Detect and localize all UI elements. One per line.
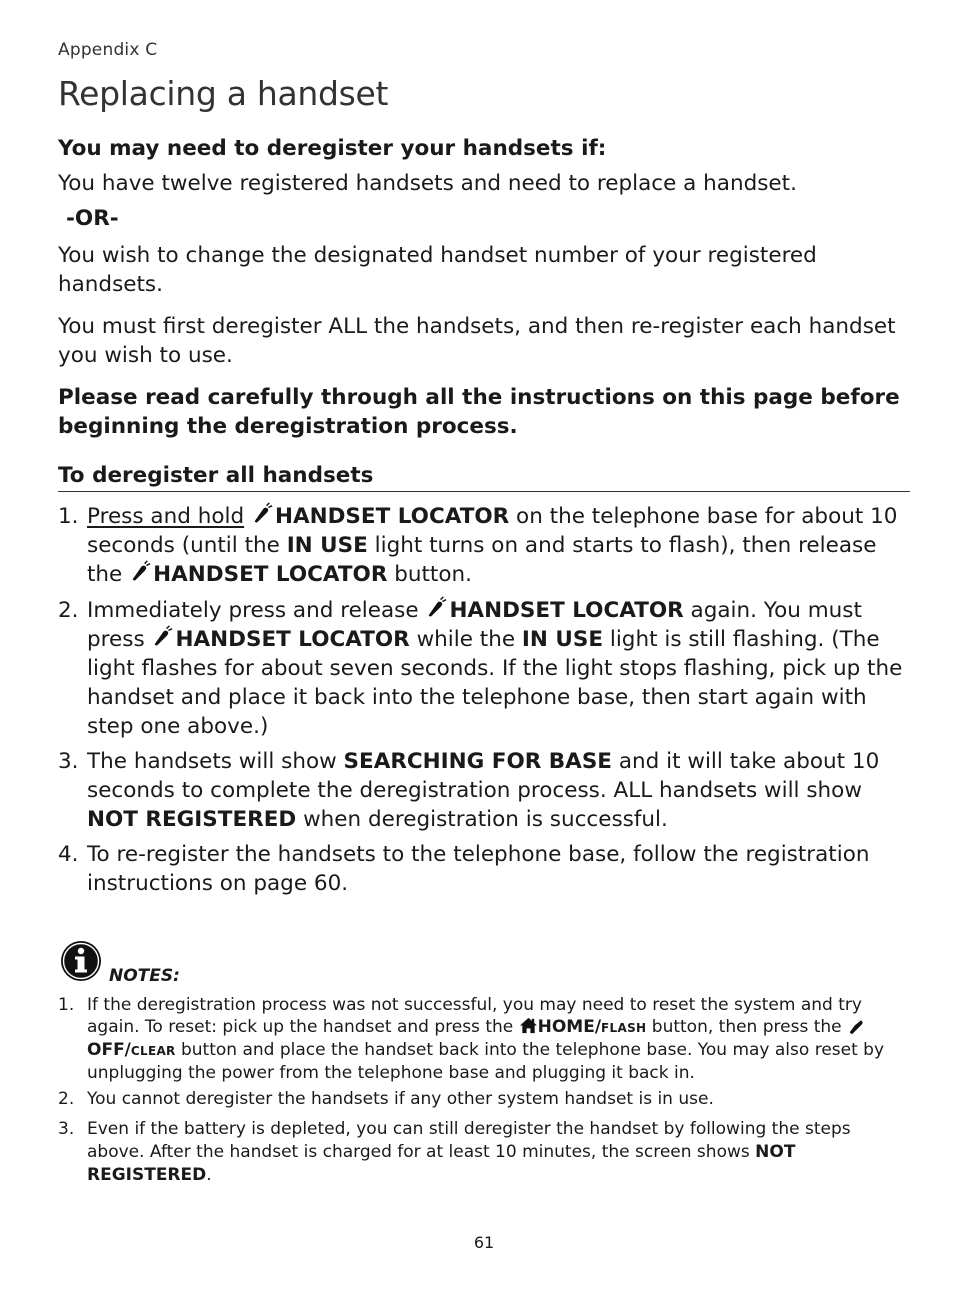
step-text-part: and it will take about 10 seconds to complete the deregistration process. ALL handsets will show [87, 749, 880, 803]
step-text [87, 747, 910, 834]
note-text [87, 994, 910, 1084]
step-number: 4. [58, 842, 79, 867]
step-text-part: again. You must press [87, 598, 862, 652]
page-number: 61 [473, 1233, 495, 1252]
note-text-part: . [206, 1165, 212, 1185]
note-number: 3. [58, 1119, 75, 1139]
note-text-part: If the deregistration process was not successful, you may need to reset the system and try again. To reset: pick up the handset and press the [87, 995, 862, 1037]
phone-off-icon [847, 1016, 866, 1035]
step-text [87, 502, 910, 589]
home-icon [519, 1016, 538, 1035]
key-handset-locator: HANDSET LOCATOR [274, 504, 510, 529]
note-3 [58, 1118, 910, 1187]
step-text-part: button. [387, 562, 472, 587]
key-handset-locator: HANDSET LOCATOR [175, 627, 410, 652]
step-text [87, 596, 910, 741]
step-4 [58, 840, 910, 898]
step-text: To re-register the handsets to the telephone base, follow the registration instructions on page 60. [87, 842, 870, 896]
handset-locator-icon [251, 502, 273, 524]
key-clear: CLEAR [130, 1044, 176, 1058]
key-in-use: IN USE [521, 627, 604, 652]
step-text-part: when deregistration is successful. [296, 807, 668, 832]
note-text-part: button and place the handset back into the telephone base. You may also reset by unplugging the power from the telephone base and plugging it back in. [87, 1040, 885, 1083]
note-2 [58, 1088, 910, 1110]
step-text-part: Immediately press and release [87, 598, 426, 623]
notes-label: NOTES: [109, 966, 180, 986]
handset-locator-icon [129, 560, 151, 582]
step-1 [58, 502, 910, 589]
note-text [87, 1118, 910, 1187]
note-text-part: Even if the battery is depleted, you can still deregister the handset by following the steps above. After the handset is charged for at least 10 minutes, the screen shows [87, 1119, 851, 1162]
section-label: Appendix C [58, 40, 158, 60]
note-text: You cannot deregister the handsets if any other system handset is in use. [87, 1089, 714, 1109]
intro-must: You must first deregister ALL the handsets, and then re-register each handset you wish to use. [58, 314, 896, 368]
page-title: Replacing a handset [58, 74, 389, 113]
key-handset-locator: HANDSET LOCATOR [153, 562, 388, 587]
intro-lead: You may need to deregister your handsets if: [58, 136, 607, 161]
press-hold-text: Press and hold [87, 504, 245, 529]
or-separator: -OR- [66, 206, 119, 231]
key-flash: FLASH [601, 1021, 647, 1035]
step-number: 1. [58, 504, 79, 529]
note-number: 2. [58, 1089, 75, 1109]
step-text-part: The handsets will show [87, 749, 344, 774]
handset-locator-icon [151, 625, 173, 647]
note-text-part: button, then press the [646, 1017, 848, 1037]
display-searching-for-base: SEARCHING FOR BASE [343, 749, 612, 774]
handset-locator-icon [425, 596, 447, 618]
key-in-use: IN USE [286, 533, 368, 558]
key-off: OFF/ [87, 1040, 131, 1060]
display-not-registered: NOT REGISTERED [87, 807, 297, 832]
procedure-heading: To deregister all handsets [58, 462, 910, 492]
key-home: HOME/ [537, 1017, 602, 1037]
note-1 [58, 994, 910, 1084]
step-text-part: light turns on and starts to flash), then release the [87, 533, 877, 587]
intro-warning: Please read carefully through all the instructions on this page before beginning the deregistration process. [58, 385, 900, 439]
display-not-registered: NOT REGISTERED [87, 1142, 796, 1185]
key-handset-locator: HANDSET LOCATOR [449, 598, 684, 623]
step-number: 2. [58, 598, 79, 623]
step-number: 3. [58, 749, 79, 774]
step-text-part: light is still flashing. (The light flashes for about seven seconds. If the light stops flashing, pick up the handset and place it back into the telephone base, then start again with step one above.) [87, 627, 903, 739]
step-text-part: while the [409, 627, 522, 652]
step-text-part: on the telephone base for about 10 seconds (until the [87, 504, 898, 558]
intro-case-1: You have twelve registered handsets and need to replace a handset. [58, 171, 797, 196]
info-icon [59, 939, 103, 983]
intro-case-2: You wish to change the designated handset number of your registered handsets. [58, 243, 817, 297]
step-2 [58, 596, 910, 741]
step-3 [58, 747, 910, 834]
note-number: 1. [58, 995, 75, 1015]
